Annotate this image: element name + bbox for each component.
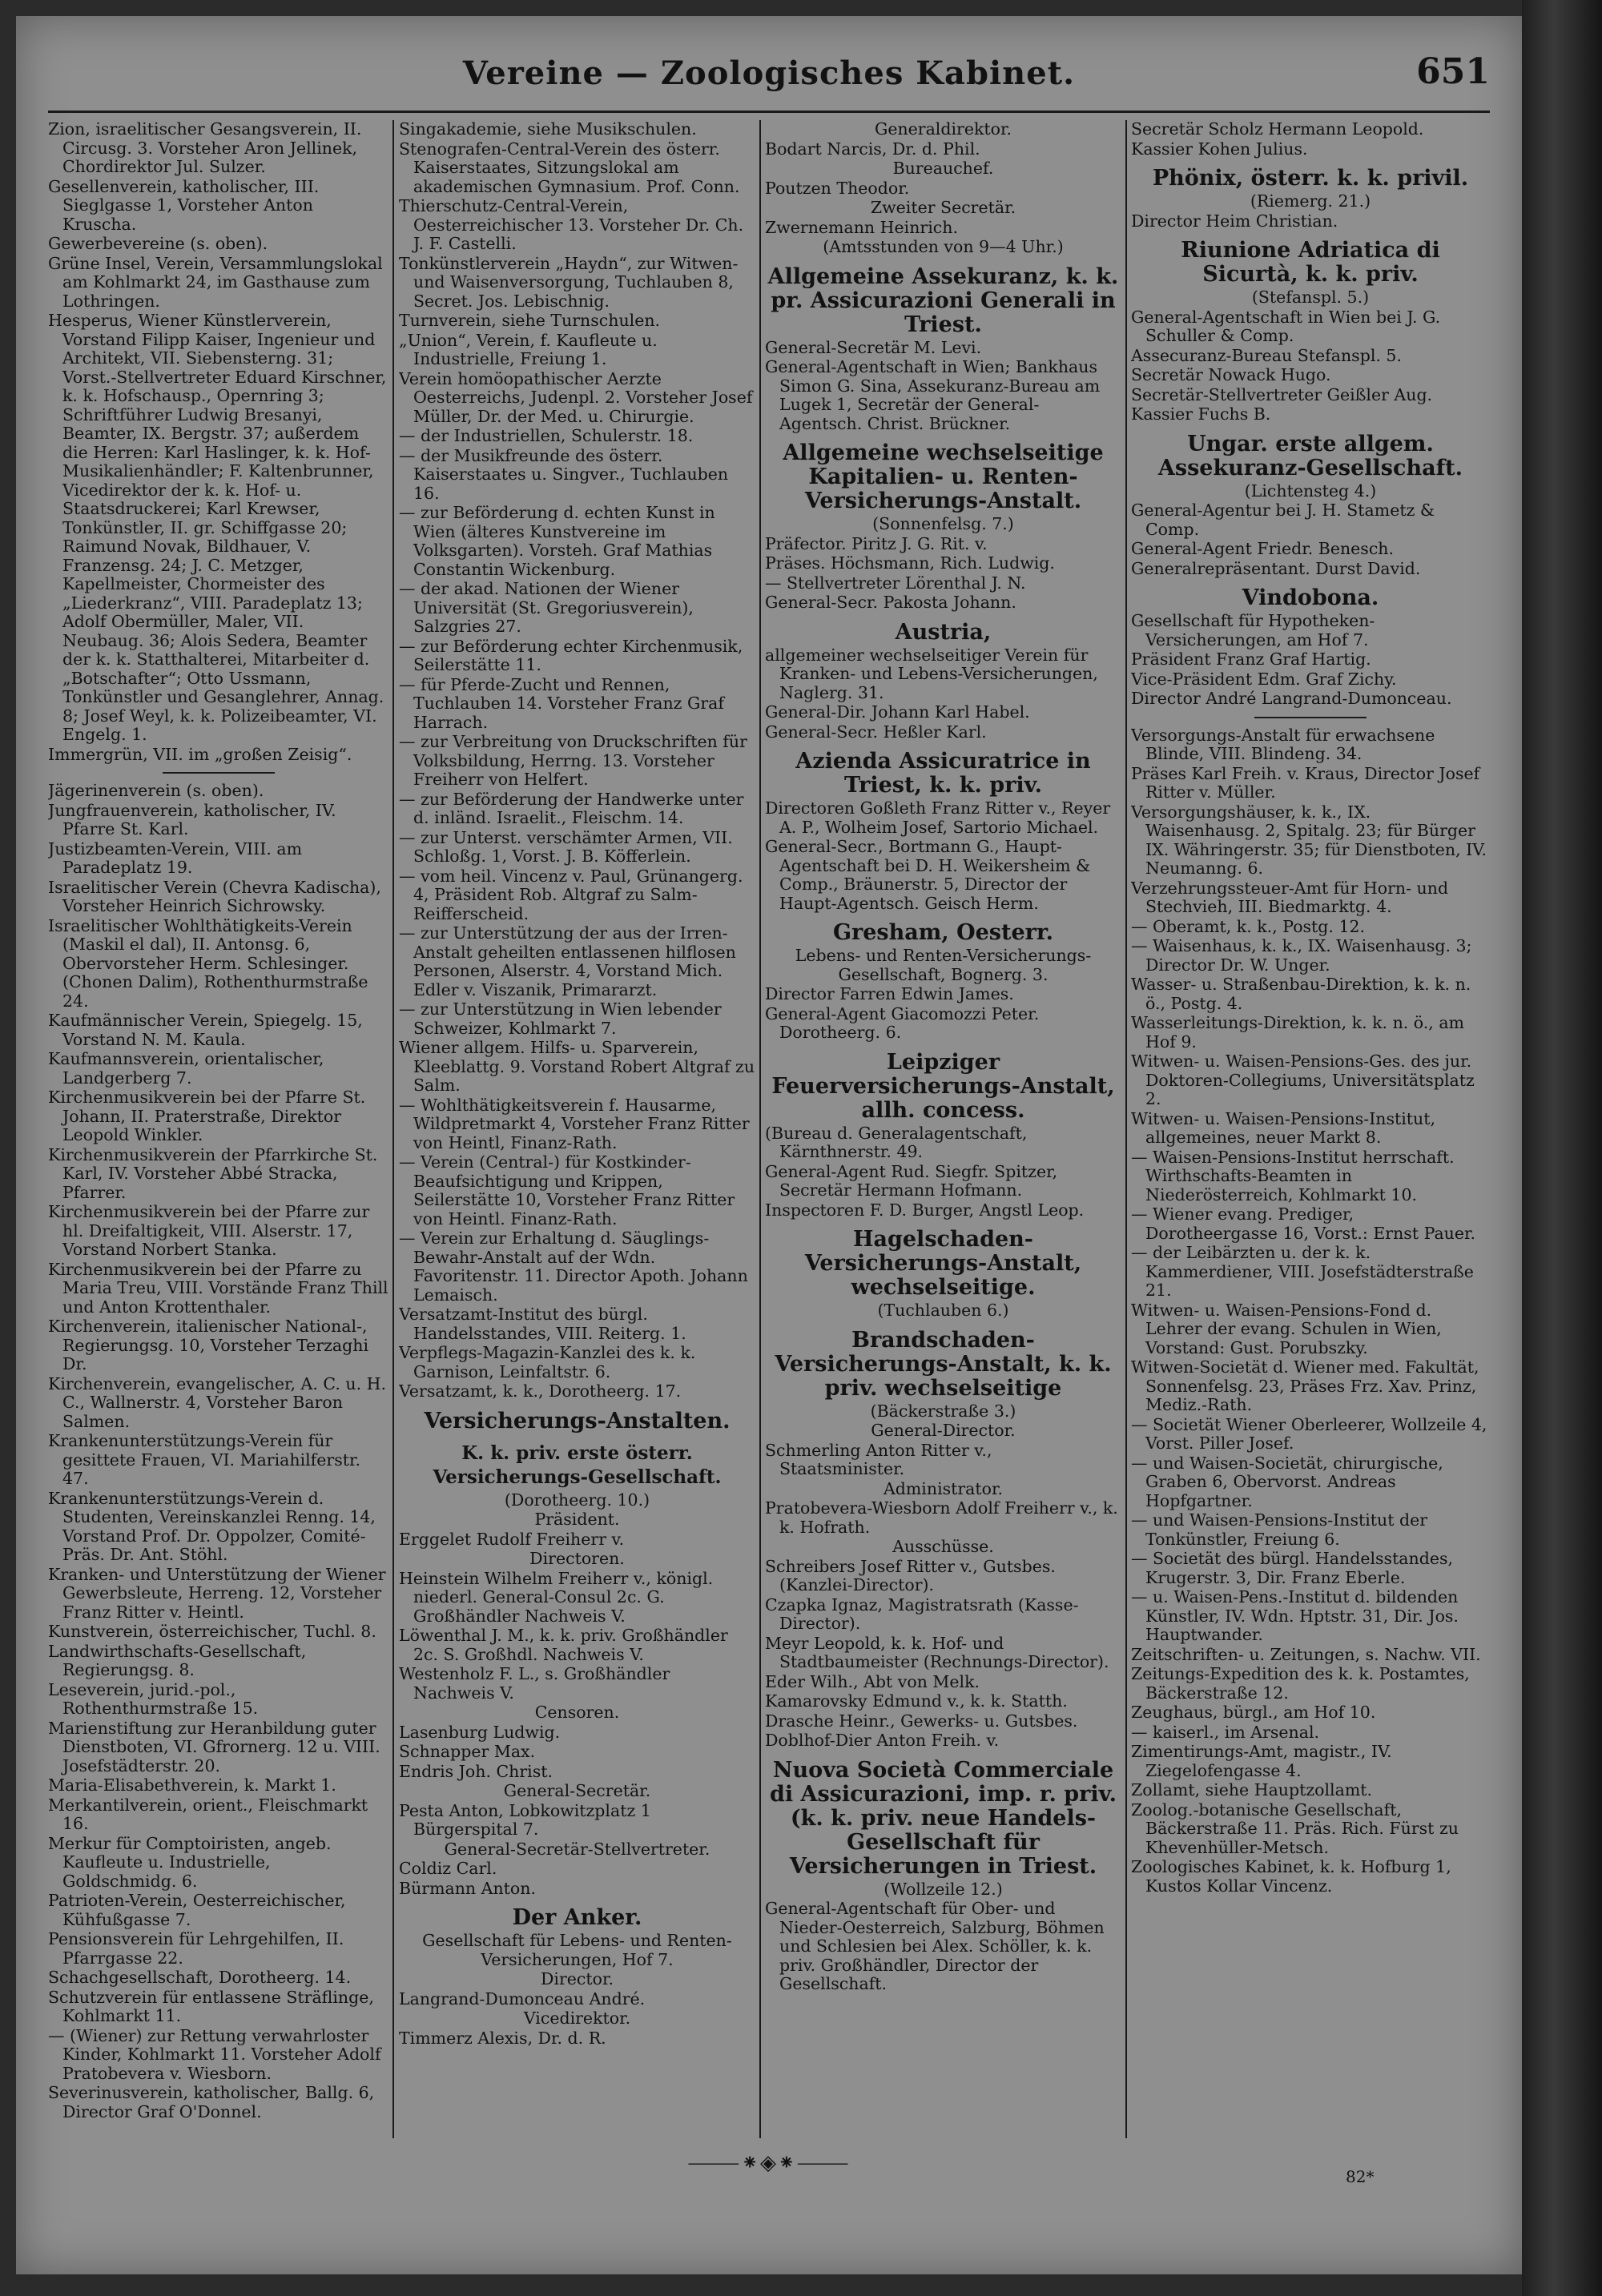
directory-entry: Pensionsverein für Lehrgehilfen, II. Pfarrgasse 22. (48, 1929, 344, 1968)
header-rule (48, 111, 1490, 113)
directory-entry: allgemeiner wechselseitiger Verein für Kranken- und Lebens-Versicherungen, Naglerg. 31. (765, 645, 1098, 702)
centered-label: Lebens- und Renten-Versicherungs-Gesellschaft, Bognerg. 3. (795, 946, 1092, 984)
directory-entry: Immergrün, VII. im „großen Zeisig“. (48, 744, 352, 764)
directory-entry: General-Agentschaft für Ober- und Nieder-Oesterreich, Salzburg, Böhmen und Schlesien bei Alex. Schöller, k. k. priv. Großhändler, Director der Gesellschaft. (765, 1899, 1105, 1993)
directory-entry: Director Farren Edwin James. (765, 984, 1014, 1003)
directory-entry: Kunstverein, österreichischer, Tuchl. 8. (48, 1622, 376, 1641)
section-heading: Hagelschaden-Versicherungs-Anstalt, wechselseitige. (804, 1227, 1082, 1300)
directory-entry: Generalrepräsentant. Durst David. (1131, 558, 1421, 578)
directory-entry: Pesta Anton, Lobkowitzplatz 1 Bürgerspital 7. (399, 1800, 651, 1839)
directory-entry: General-Agent Friedr. Benesch. (1131, 539, 1395, 558)
directory-entry: — und Waisen-Societät, chirurgische, Graben 6, Obervorst. Andreas Hopfgartner. (1131, 1453, 1443, 1510)
directory-entry: — Wohlthätigkeitsverein f. Hausarme, Wildpretmarkt 4, Vorsteher Franz Ritter von Heintl, Finanz-Rath. (399, 1095, 750, 1152)
centered-label: Director. (540, 1969, 614, 1988)
directory-entry: Langrand-Dumonceau André. (399, 1988, 646, 2008)
directory-entry: Grüne Insel, Verein, Versammlungslokal am Kohlmarkt 24, im Gasthause zum Lothringen. (48, 253, 383, 311)
directory-entry: — der Industriellen, Schulerstr. 18. (399, 426, 694, 445)
directory-entry: Wasserleitungs-Direktion, k. k. n. ö., am Hof 9. (1131, 1013, 1464, 1051)
section-heading: Brandschaden-Versicherungs-Anstalt, k. k. priv. wechselseitige (775, 1327, 1112, 1401)
directory-entry: Wasser- u. Straßenbau-Direktion, k. k. n. ö., Postg. 4. (1131, 975, 1471, 1013)
directory-entry: Turnverein, siehe Turnschulen. (399, 311, 661, 330)
directory-entry: Landwirthschafts-Gesellschaft, Regierungsg. 8. (48, 1641, 307, 1679)
directory-entry: Schmerling Anton Ritter v., Staatsminister. (765, 1440, 992, 1478)
directory-entry: Doblhof-Dier Anton Freih. v. (765, 1731, 1000, 1750)
directory-entry: — Stellvertreter Lörenthal J. N. (765, 573, 1026, 593)
centered-label: Directoren. (529, 1549, 625, 1568)
directory-entry: Zoologisches Kabinet, k. k. Hofburg 1, Kustos Kollar Vincenz. (1131, 1857, 1451, 1896)
centered-label: Gesellschaft für Lebens- und Renten-Versicherungen, Hof 7. (422, 1931, 732, 1969)
directory-entry: Kaufmannsverein, orientalischer, Landgerberg 7. (48, 1049, 324, 1088)
directory-entry: Drasche Heinr., Gewerks- u. Gutsbes. (765, 1711, 1078, 1731)
directory-entry: Witwen- u. Waisen-Pensions-Ges. des jur. Doktoren-Collegiums, Universitätsplatz 2. (1131, 1051, 1475, 1108)
directory-entry: Witwen- u. Waisen-Pensions-Institut, allgemeines, neuer Markt 8. (1131, 1108, 1436, 1147)
directory-entry: Hesperus, Wiener Künstlerverein, Vorstand Filipp Kaiser, Ingenieur und Architekt, VII. Siebensterng. 31; Vorst.-Stellvertreter Eduard Kirschner, k. k. Hofschausp., Opernring 3; Schriftführer Ludwig Bresanyi, Beamter, IX. Bergstr. 37; außerdem die Herren: Karl Haslinger, k. k. Hof-Musikalienhändler; F. Kaltenbrunner, Vicedirektor der k. k. Hof- u. Staatsdruckerei; Karl Krewser, Tonkünstler, II. gr. Schiffgasse 20; Raimund Novak, Bildhauer, V. Franzensg. 24; J. C. Metzger, Kapellmeister, Chormeister des „Liederkranz“, VIII. Paradeplatz 13; Adolf Obermüller, Maler, VII. Neubaug. 36; Alois Sedera, Beamter der k. k. Statthalterei, Mitarbeiter d. „Botschafter“; Otto Ussmann, Tonkünstler und Gesanglehrer, Annag. 8; Josef Weyl, k. k. Polizeibeamter, VI. Engelg. 1. (48, 311, 387, 744)
section-heading: Ungar. erste allgem. Assekuranz-Gesellschaft. (1157, 431, 1463, 481)
directory-entry: — zur Unterstützung in Wien lebender Schweizer, Kohlmarkt 7. (399, 999, 722, 1038)
directory-entry: Kaufmännischer Verein, Spiegelg. 15, Vorstand N. M. Kaula. (48, 1011, 363, 1049)
directory-entry: General-Agentur bei J. H. Stametz & Comp. (1131, 501, 1435, 539)
directory-entry: Severinusverein, katholischer, Ballg. 6, Director Graf O'Donnel. (48, 2083, 375, 2121)
section-heading: Vindobona. (1242, 585, 1379, 610)
directory-entry: — Wiener evang. Prediger, Dorotheergasse 16, Vorst.: Ernst Pauer. (1131, 1204, 1476, 1243)
scanned-page (16, 16, 1522, 2274)
directory-entry: — Oberamt, k. k., Postg. 12. (1131, 916, 1366, 936)
centered-label: General-Secretär. (503, 1781, 651, 1800)
section-heading: Der Anker. (512, 1905, 642, 1930)
centered-label: Generaldirektor. (874, 120, 1012, 139)
directory-entry: Merkantilverein, orient., Fleischmarkt 16. (48, 1795, 368, 1833)
directory-entry: Witwen-Societät d. Wiener med. Fakultät, Sonnenfelsg. 23, Präses Frz. Xav. Prinz, Mediz.-Rath. (1131, 1357, 1479, 1414)
running-title: Vereine — Zoologisches Kabinet. (462, 54, 1076, 92)
directory-entry: Poutzen Theodor. (765, 178, 910, 198)
directory-entry: — kaiserl., im Arsenal. (1131, 1722, 1320, 1742)
centered-label: Vicedirektor. (523, 2008, 631, 2028)
directory-entry: Israelitischer Verein (Chevra Kadischa), Vorsteher Heinrich Sichrowsky. (48, 877, 381, 915)
directory-entry: Verzehrungssteuer-Amt für Horn- und Stechvieh, III. Biedmarktg. 4. (1131, 878, 1449, 916)
directory-entry: General-Agent Giacomozzi Peter. Dorotheerg. 6. (765, 1003, 1040, 1042)
directory-entry: Gewerbevereine (s. oben). (48, 234, 268, 253)
centered-label: (Lichtensteg 4.) (1244, 481, 1377, 501)
page-number: 651 (1416, 51, 1490, 92)
directory-entry: Leseverein, jurid.-pol., Rothenthurmstraße 15. (48, 1679, 259, 1718)
section-heading: Nuova Società Commerciale di Assicurazioni, imp. r. priv. (k. k. priv. neue Handels-Gesellschaft für Versicherungen in Triest. (769, 1757, 1117, 1879)
centered-label: (Stefanspl. 5.) (1251, 288, 1370, 307)
directory-entry: Versatzamt, k. k., Dorotheerg. 17. (399, 1381, 682, 1401)
centered-label: (Amtsstunden von 9—4 Uhr.) (823, 237, 1064, 256)
directory-entry: „Union“, Verein, f. Kaufleute u. Industrielle, Freiung 1. (399, 330, 658, 368)
centered-label: (Dorotheerg. 10.) (504, 1490, 650, 1510)
centered-label: Censoren. (534, 1703, 620, 1722)
centered-label: Ausschüsse. (892, 1537, 994, 1556)
directory-entry: Secretär Scholz Hermann Leopold. (1131, 120, 1424, 139)
directory-entry: Verein homöopathischer Aerzte Oesterreichs, Judenpl. 2. Vorsteher Josef Müller, Dr. der Med. u. Chirurgie. (399, 368, 753, 426)
directory-entry: — für Pferde-Zucht und Rennen, Tuchlauben 14. Vorsteher Franz Graf Harrach. (399, 674, 724, 732)
directory-entry: Bodart Narcis, Dr. d. Phil. (765, 139, 980, 159)
directory-entry: Director Heim Christian. (1131, 211, 1338, 231)
directory-entry: — Societät Wiener Oberleerer, Wollzeile 4, Vorst. Piller Josef. (1131, 1414, 1487, 1453)
directory-entry: (Bureau d. Generalagentschaft, Kärnthnerstr. 49. (765, 1123, 1028, 1161)
directory-entry: — u. Waisen-Pens.-Institut d. bildenden Künstler, IV. Wdn. Hptstr. 31, Dir. Jos. Hauptwander. (1131, 1587, 1459, 1644)
directory-entry: Heinstein Wilhelm Freiherr v., königl. niederl. General-Consul 2c. G. Großhändler Nachweis V. (399, 1568, 714, 1626)
directory-entry: Jungfrauenverein, katholischer, IV. Pfarre St. Karl. (48, 800, 336, 838)
directory-entry: Zwernemann Heinrich. (765, 217, 958, 237)
directory-entry: Pratobevera-Wiesborn Adolf Freiherr v., k. k. Hofrath. (765, 1498, 1118, 1537)
centered-label: Bureauchef. (892, 159, 994, 178)
section-heading: Allgemeine wechselseitige Kapitalien- u. Renten-Versicherungs-Anstalt. (783, 440, 1104, 513)
centered-label: (Tuchlauben 6.) (877, 1301, 1009, 1320)
directory-entry: — zur Unterstützung der aus der Irren-Anstalt geheilten entlassenen hilflosen Personen, Alserstr. 4, Vorstand Mich. Edler v. Viszanik, Primararzt. (399, 923, 736, 999)
page-header (48, 48, 1490, 104)
column-4 (1131, 120, 1490, 2138)
directory-entry: Zoolog.-botanische Gesellschaft, Bäckerstraße 11. Präs. Rich. Fürst zu Khevenhüller-Metsch. (1131, 1799, 1459, 1857)
section-heading: Versicherungs-Anstalten. (424, 1408, 731, 1433)
directory-entry: Versatzamt-Institut des bürgl. Handelsstandes, VIII. Reiterg. 1. (399, 1305, 686, 1343)
directory-entry: Kirchenmusikverein bei der Pfarre zur hl. Dreifaltigkeit, VIII. Alserstr. 17, Vorstand Norbert Stanka. (48, 1202, 370, 1259)
directory-entry: Schnapper Max. (399, 1742, 536, 1761)
section-separator (1254, 717, 1367, 718)
column-1 (48, 120, 388, 2138)
directory-entry: Zeughaus, bürgl., am Hof 10. (1131, 1703, 1376, 1722)
directory-entry: Director André Langrand-Dumonceau. (1131, 689, 1452, 708)
directory-entry: Gesellschaft für Hypotheken-Versicherungen, am Hof 7. (1131, 611, 1375, 649)
directory-entry: — (Wiener) zur Rettung verwahrloster Kinder, Kohlmarkt 11. Vorsteher Adolf Pratobevera v. Wiesborn. (48, 2025, 381, 2083)
directory-entry: General-Agentschaft in Wien bei J. G. Schuller & Comp. (1131, 307, 1441, 345)
directory-entry: Merkur für Comptoiristen, angeb. Kaufleute u. Industrielle, Goldschmidg. 6. (48, 1833, 332, 1891)
directory-entry: General-Agentschaft in Wien; Bankhaus Simon G. Sina, Assekuranz-Bureau am Lugek 1, Secretär der General-Agentsch. Christ. Brückner. (765, 357, 1101, 433)
directory-entry: Endris Joh. Christ. (399, 1761, 553, 1781)
directory-entry: Kranken- und Unterstützung der Wiener Gewerbsleute, Herreng. 12, Vorsteher Franz Ritter v. Heintl. (48, 1564, 386, 1622)
directory-entry: General-Secretär M. Levi. (765, 337, 982, 357)
directory-entry: — und Waisen-Pensions-Institut der Tonkünstler, Freiung 6. (1131, 1510, 1428, 1549)
directory-entry: — zur Beförderung echter Kirchenmusik, Seilerstätte 11. (399, 636, 743, 674)
directory-entry: Zollamt, siehe Hauptzollamt. (1131, 1780, 1373, 1799)
directory-entry: Präfector. Piritz J. G. Rit. v. (765, 533, 988, 553)
centered-label: Präsident. (534, 1510, 620, 1529)
directory-entry: Jägerinenverein (s. oben). (48, 781, 264, 800)
directory-entry: Westenholz F. L., s. Großhändler Nachweis V. (399, 1664, 670, 1703)
directory-entry: Kamarovsky Edmund v., k. k. Statth. (765, 1691, 1068, 1711)
section-separator (163, 772, 275, 774)
directory-entry: Justizbeamten-Verein, VIII. am Paradeplatz 19. (48, 838, 303, 877)
company-heading: K. k. priv. erste österr. Versicherungs-Gesellschaft. (433, 1442, 722, 1488)
column-divider (1125, 120, 1127, 2138)
directory-entry: Bürmann Anton. (399, 1878, 536, 1898)
directory-entry: — der akad. Nationen der Wiener Universität (St. Gregoriusverein), Salzgries 27. (399, 579, 694, 636)
directory-entry: Kirchenverein, evangelischer, A. C. u. H. C., Wallnerstr. 4, Vorsteher Baron Salmen. (48, 1373, 387, 1431)
centered-label: (Riemerg. 21.) (1250, 191, 1371, 211)
book-edge (1522, 0, 1602, 2296)
centered-label: (Wollzeile 12.) (884, 1879, 1003, 1899)
directory-entry: Zeitungs-Expedition des k. k. Postamtes, Bäckerstraße 12. (1131, 1664, 1470, 1703)
directory-entry: General-Agent Rud. Siegfr. Spitzer, Secretär Hermann Hofmann. (765, 1161, 1058, 1200)
directory-entry: — zur Beförderung der Handwerke unter d. inländ. Israelit., Fleischm. 14. (399, 789, 744, 827)
directory-entry: Präses Karl Freih. v. Kraus, Director Josef Ritter v. Müller. (1131, 763, 1480, 802)
directory-entry: Zeitschriften- u. Zeitungen, s. Nachw. VII. (1131, 1644, 1481, 1664)
column-2 (399, 120, 755, 2138)
directory-entry: Schachgesellschaft, Dorotheerg. 14. (48, 1968, 352, 1987)
directory-entry: Maria-Elisabethverein, k. Markt 1. (48, 1775, 336, 1795)
directory-entry: — Societät des bürgl. Handelsstandes, Krugerstr. 3, Dir. Franz Eberle. (1131, 1549, 1454, 1587)
column-divider (392, 120, 394, 2138)
column-3 (765, 120, 1121, 2138)
section-heading: Riunione Adriatica di Sicurtà, k. k. priv. (1181, 238, 1440, 287)
directory-entry: Präses. Höchsmann, Rich. Ludwig. (765, 553, 1055, 573)
section-heading: Austria, (895, 619, 992, 645)
directory-entry: Kassier Fuchs B. (1131, 404, 1271, 424)
directory-entry: Zion, israelitischer Gesangsverein, II. Circusg. 3. Vorsteher Aron Jellinek, Chordirektor Jul. Sulzer. (48, 120, 362, 176)
directory-entry: Präsident Franz Graf Hartig. (1131, 649, 1371, 669)
directory-entry: Meyr Leopold, k. k. Hof- und Stadtbaumeister (Rechnungs-Director). (765, 1633, 1109, 1671)
directory-entry: Thierschutz-Central-Verein, Oesterreichischer 13. Vorsteher Dr. Ch. J. F. Castelli. (399, 196, 744, 253)
directory-entry: General-Secr. Pakosta Johann. (765, 593, 1016, 612)
directory-entry: Czapka Ignaz, Magistratsrath (Kasse-Director). (765, 1594, 1079, 1633)
directory-entry: General-Dir. Johann Karl Habel. (765, 702, 1030, 722)
centered-label: (Sonnenfelsg. 7.) (872, 514, 1014, 533)
directory-entry: Assecuranz-Bureau Stefanspl. 5. (1131, 345, 1402, 365)
directory-entry: — Verein zur Erhaltung d. Säuglings-Bewahr-Anstalt auf der Wdn. Favoritenstr. 11. Director Apoth. Johann Lemaisch. (399, 1228, 748, 1305)
directory-entry: General-Secr. Heßler Karl. (765, 722, 987, 742)
directory-entry: Israelitischer Wohlthätigkeits-Verein (Maskil el dal), II. Antonsg. 6, Obervorsteher Herm. Schlesinger. (Chonen Dalim), Rothenthurmstraße 24. (48, 915, 368, 1011)
directory-entry: Krankenunterstützungs-Verein für gesittete Frauen, VI. Mariahilferstr. 47. (48, 1431, 361, 1488)
directory-entry: Wiener allgem. Hilfs- u. Sparverein, Kleeblattg. 9. Vorstand Robert Altgraf zu Salm. (399, 1038, 755, 1095)
footer-ornament: ⸻⁕◈⁕⸻ (687, 2151, 851, 2175)
directory-entry: Coldiz Carl. (399, 1859, 497, 1878)
directory-entry: Directoren Goßleth Franz Ritter v., Reyer A. P., Wolheim Josef, Sartorio Michael. (765, 798, 1111, 837)
signature-mark: 82* (1346, 2167, 1375, 2186)
directory-entry: Secretär Nowack Hugo. (1131, 365, 1331, 384)
directory-entry: Vice-Präsident Edm. Graf Zichy. (1131, 669, 1397, 689)
directory-entry: Zimentirungs-Amt, magistr., IV. Ziegelofengasse 4. (1131, 1742, 1392, 1780)
directory-entry: Singakademie, siehe Musikschulen. (399, 120, 697, 139)
centered-label: General-Director. (871, 1421, 1016, 1440)
directory-entry: — Waisen-Pensions-Institut herrschaft. Wirthschafts-Beamten in Niederösterreich, Kohlmarkt 10. (1131, 1147, 1455, 1204)
directory-entry: — vom heil. Vincenz v. Paul, Grünangerg. 4, Präsident Rob. Altgraf zu Salm-Reifferscheid. (399, 866, 743, 923)
directory-entry: Versorgungs-Anstalt für erwachsene Blinde, VIII. Blindeng. 34. (1131, 725, 1435, 763)
section-heading: Azienda Assicuratrice in Triest, k. k. priv. (795, 749, 1091, 798)
directory-entry: Gesellenverein, katholischer, III. Sieglgasse 1, Vorsteher Anton Kruscha. (48, 176, 320, 234)
section-heading: Allgemeine Assekuranz, k. k. pr. Assicurazioni Generali in Triest. (767, 263, 1119, 337)
directory-entry: Tonkünstlerverein „Haydn“, zur Witwen- und Waisenversorgung, Tuchlauben 8, Secret. Jos. Lebischnig. (399, 253, 739, 311)
section-heading: Leipziger Feuerversicherungs-Anstalt, allh. concess. (771, 1049, 1115, 1123)
directory-entry: Witwen- u. Waisen-Pensions-Fond d. Lehrer der evang. Schulen in Wien, Vorstand: Gust. Porubszky. (1131, 1300, 1442, 1357)
centered-label: General-Secretär-Stellvertreter. (444, 1839, 710, 1859)
directory-entry: Verpflegs-Magazin-Kanzlei des k. k. Garnison, Leinfaltstr. 6. (399, 1343, 696, 1381)
directory-entry: Kirchenmusikverein der Pfarrkirche St. Karl, IV. Vorsteher Abbé Stracka, Pfarrer. (48, 1144, 378, 1202)
directory-entry: Marienstiftung zur Heranbildung guter Dienstboten, VI. Gfrornerg. 12 u. VIII. Josefstädterstr. 20. (48, 1718, 380, 1775)
directory-entry: Versorgungshäuser, k. k., IX. Waisenhausg. 2, Spitalg. 23; für Bürger IX. Währingerstr. 35; für Dienstboten, IV. Neumanng. 6. (1131, 802, 1487, 878)
directory-entry: Inspectoren F. D. Burger, Angstl Leop. (765, 1200, 1085, 1220)
directory-entry: Secretär-Stellvertreter Geißler Aug. (1131, 384, 1433, 404)
directory-entry: General-Secr., Bortmann G., Haupt-Agentschaft bei D. H. Weikersheim & Comp., Bräunerstr. 5, Director der Haupt-Agentsch. Geisch Herm. (765, 837, 1091, 913)
centered-label: (Bäckerstraße 3.) (870, 1401, 1016, 1421)
directory-entry: Kirchenverein, italienischer National-, Regierungsg. 10, Vorsteher Terzaghi Dr. (48, 1317, 369, 1373)
directory-entry: Kirchenmusikverein bei der Pfarre zu Maria Treu, VIII. Vorstände Franz Thill und Anton Krottenthaler. (48, 1259, 388, 1317)
directory-entry: — Verein (Central-) für Kostkinder-Beaufsichtigung und Krippen, Seilerstätte 10, Vorsteher Franz Ritter von Heintl. Finanz-Rath. (399, 1152, 735, 1228)
directory-entry: — zur Verbreitung von Druckschriften für Volksbildung, Herrng. 13. Vorsteher Freiherr von Helfert. (399, 732, 747, 789)
column-divider (759, 120, 761, 2138)
section-heading: Gresham, Oesterr. (832, 920, 1054, 945)
directory-entry: Löwenthal J. M., k. k. priv. Großhändler 2c. S. Großhdl. Nachweis V. (399, 1626, 728, 1664)
directory-entry: Stenografen-Central-Verein des österr. Kaiserstaates, Sitzungslokal am akademischen Gymnasium. Prof. Conn. (399, 139, 740, 196)
directory-entry: Kirchenmusikverein bei der Pfarre St. Johann, II. Praterstraße, Direktor Leopold Winkler. (48, 1088, 366, 1144)
centered-label: Zweiter Secretär. (870, 198, 1016, 217)
centered-label: Administrator. (883, 1478, 1004, 1498)
directory-entry: — Waisenhaus, k. k., IX. Waisenhausg. 3; Director Dr. W. Unger. (1131, 936, 1472, 975)
directory-entry: — der Leibärzten u. der k. k. Kammerdiener, VIII. Josefstädterstraße 21. (1131, 1243, 1474, 1300)
directory-entry: Schutzverein für entlassene Sträflinge, Kohlmarkt 11. (48, 1987, 374, 2025)
directory-entry: — der Musikfreunde des österr. Kaiserstaates u. Singver., Tuchlauben 16. (399, 445, 729, 503)
directory-entry: Timmerz Alexis, Dr. d. R. (399, 2028, 606, 2048)
directory-entry: Kassier Kohen Julius. (1131, 139, 1308, 159)
directory-entry: Krankenunterstützungs-Verein d. Studenten, Vereinskanzlei Renng. 14, Vorstand Prof. Dr. Oppolzer, Comité-Präs. Dr. Ant. Stöhl. (48, 1488, 376, 1564)
directory-entry: Erggelet Rudolf Freiherr v. (399, 1529, 625, 1549)
directory-entry: Lasenburg Ludwig. (399, 1722, 561, 1742)
directory-entry: Eder Wilh., Abt von Melk. (765, 1671, 980, 1691)
directory-entry: Patrioten-Verein, Oesterreichischer, Kühfußgasse 7. (48, 1891, 346, 1929)
section-heading: Phönix, österr. k. k. privil. (1152, 166, 1469, 191)
directory-entry: — zur Unterst. verschämter Armen, VII. Schloßg. 1, Vorst. J. B. Köfferlein. (399, 827, 733, 866)
directory-entry: Schreibers Josef Ritter v., Gutsbes. (Kanzlei-Director). (765, 1556, 1056, 1594)
directory-entry: — zur Beförderung d. echten Kunst in Wien (älteres Kunstvereine im Volksgarten). Vorsteh. Graf Mathias Constantin Wickenburg. (399, 503, 715, 579)
